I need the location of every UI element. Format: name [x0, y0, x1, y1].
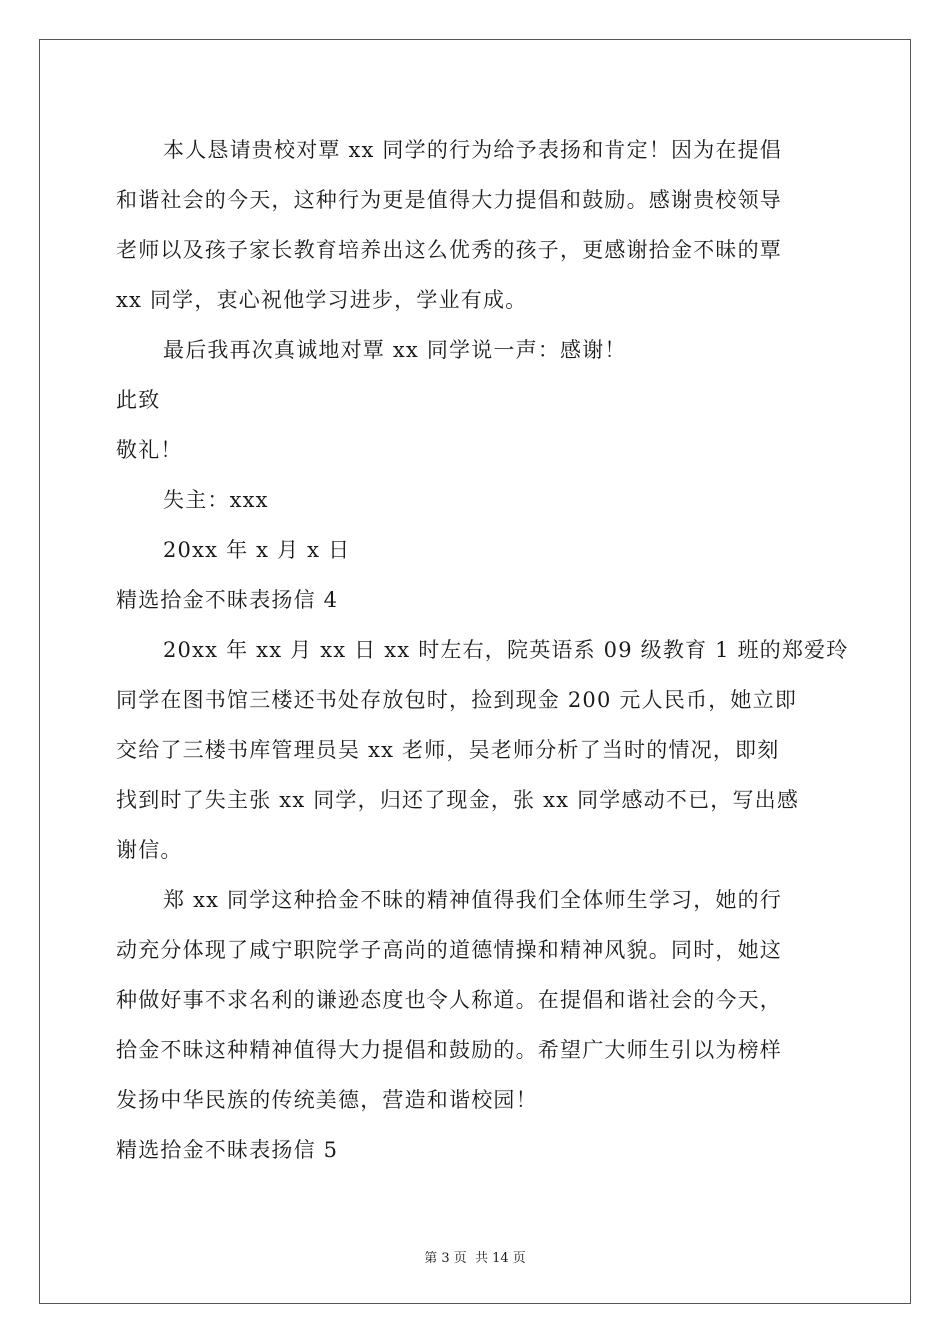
paragraph-line: 种做好事不求名利的谦逊态度也令人称道。在提倡和谐社会的今天，: [116, 988, 782, 1012]
signature-owner: 失主：xxx: [163, 488, 269, 512]
paragraph-line: 最后我再次真诚地对覃 xx 同学说一声：感谢！: [163, 338, 627, 362]
paragraph-line: 发扬中华民族的传统美德，营造和谐校园！: [116, 1088, 538, 1112]
paragraph-line: 谢信。: [116, 838, 183, 862]
page-total: 共 14 页: [474, 1251, 526, 1266]
paragraph-line: xx 同学，衷心祝他学习进步，学业有成。: [116, 288, 528, 312]
paragraph-line: 本人恳请贵校对覃 xx 同学的行为给予表扬和肯定！因为在提倡: [163, 138, 783, 162]
signature-date: 20xx 年 x 月 x 日: [163, 538, 351, 562]
paragraph-line: 同学在图书馆三楼还书处存放包时，捡到现金 200 元人民币，她立即: [116, 688, 798, 712]
paragraph-line: 找到时了失主张 xx 同学，归还了现金，张 xx 同学感动不已，写出感: [116, 788, 800, 812]
paragraph-line: 和谐社会的今天，这种行为更是值得大力提倡和鼓励。感谢贵校领导: [116, 188, 782, 212]
section-heading: 精选拾金不昧表扬信 5: [116, 1138, 339, 1162]
page-footer: [0, 1247, 950, 1266]
paragraph-line: 老师以及孩子家长教育培养出这么优秀的孩子，更感谢拾金不昧的覃: [116, 238, 782, 262]
closing-respect: 敬礼！: [116, 438, 183, 462]
paragraph-line: 20xx 年 xx 月 xx 日 xx 时左右，院英语系 09 级教育 1 班的郑爱玲: [163, 638, 849, 662]
paragraph-line: 交给了三楼书库管理员吴 xx 老师，吴老师分析了当时的情况，即刻: [116, 738, 780, 762]
section-heading: 精选拾金不昧表扬信 4: [116, 588, 339, 612]
closing-salutation: 此致: [116, 388, 161, 412]
page-number: 第 3 页: [424, 1251, 467, 1266]
paragraph-line: 动充分体现了咸宁职院学子高尚的道德情操和精神风貌。同时，她这: [116, 938, 782, 962]
paragraph-line: 郑 xx 同学这种拾金不昧的精神值得我们全体师生学习，她的行: [163, 888, 783, 912]
page-border: [39, 39, 911, 1304]
paragraph-line: 拾金不昧这种精神值得大力提倡和鼓励的。希望广大师生引以为榜样: [116, 1038, 782, 1062]
